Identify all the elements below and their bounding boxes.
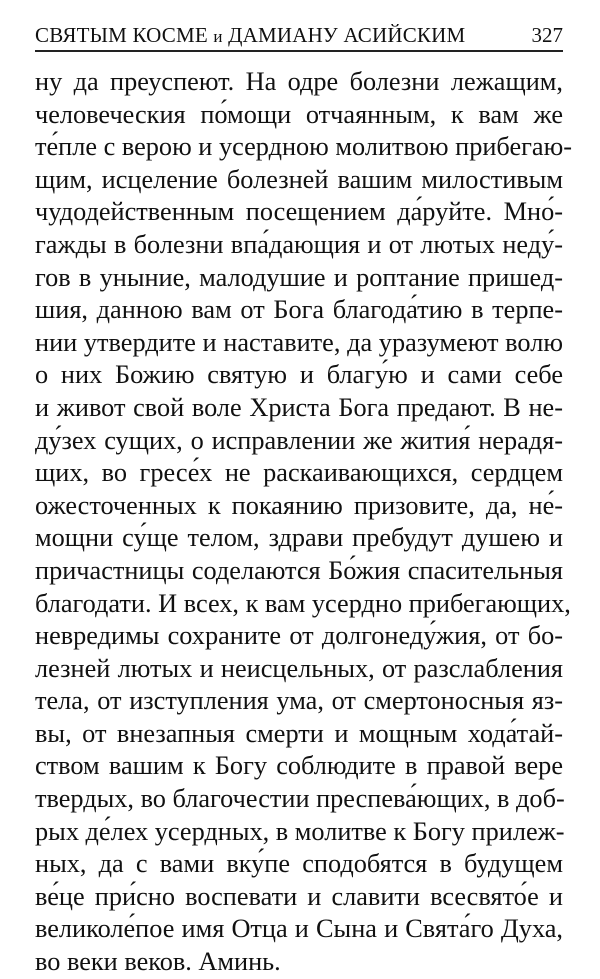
text-line: причастницы соделаются Бо́жия спасительныя — [35, 555, 563, 585]
text-line: нии утвердите и наставите, да уразумеют волю — [35, 327, 563, 357]
text-line: ных, да с вами вку́пе сподобятся в будущем — [35, 849, 563, 879]
text-line: щих, во гресе́х не раскаивающихся, сердцем — [35, 458, 563, 488]
page-number: 327 — [531, 23, 563, 47]
text-line: вы, от внезапныя смерти и мощным хода́тай- — [35, 718, 563, 748]
text-line: ством вашим к Богу соблюдите в правой вере — [35, 751, 563, 781]
text-line: мощни су́ще телом, здрави пребудут душею и — [35, 523, 563, 553]
text-line: лезней лютых и неисцельных, от разслабления — [35, 653, 563, 683]
text-line: щим, исцеление болезней вашим милостивым — [35, 164, 563, 194]
text-line: тела, от изступления ума, от смертоносныя яз- — [35, 686, 563, 716]
title-part-1: СВЯТЫМ КОСМЕ — [35, 23, 214, 47]
text-line: великоле́пое имя Отца и Сына и Свята́го Духа, — [35, 914, 563, 944]
text-line: невредимы сохраните от долгонеду́жия, от бо- — [35, 621, 563, 651]
text-line: ожесточенных к покаянию призовите, да, не́- — [35, 490, 563, 520]
text-line: чудодейственным посещением да́руйте. Мно́- — [35, 197, 563, 227]
text-line: гажды в болезни впа́дающия и от лютых неду́- — [35, 229, 563, 259]
running-header — [35, 24, 563, 52]
text-line: ду́зех сущих, о исправлении же жития́ нерадя- — [35, 425, 563, 455]
text-line: ну да преуспеют. На одре болезни лежащим, — [35, 67, 563, 96]
text-line: о них Божию святую и благу́ю и сами себе — [35, 360, 563, 390]
text-line: благодати. И всех, к вам усердно прибегающих, — [35, 588, 571, 618]
title-conjunction: и — [213, 27, 223, 46]
prayer-text — [35, 66, 572, 979]
text-line: рых де́лех усердных, в молитве к Богу прилеж- — [35, 816, 565, 846]
text-line: человеческия по́мощи отчаянным, к вам же — [35, 99, 563, 129]
text-line: твердых, во благочестии преспева́ющих, в доб- — [35, 784, 565, 814]
text-line: те́пле с верою и усердною молитвою прибегаю- — [35, 132, 572, 162]
text-line: и живот свой воле Христа Бога предают. В не- — [35, 392, 563, 422]
text-line-final: во веки веков. Аминь. — [35, 947, 281, 977]
text-line: гов в уныние, малодушие и роптание пришед- — [35, 262, 563, 292]
text-line: ве́це при́сно воспевати и славити всесвято́е и — [35, 881, 563, 911]
text-line: шия, данною вам от Бога благода́тию в терпе- — [35, 295, 563, 325]
running-header-title — [35, 23, 465, 48]
title-part-2: ДАМИАНУ АСИЙСКИМ — [222, 23, 466, 47]
